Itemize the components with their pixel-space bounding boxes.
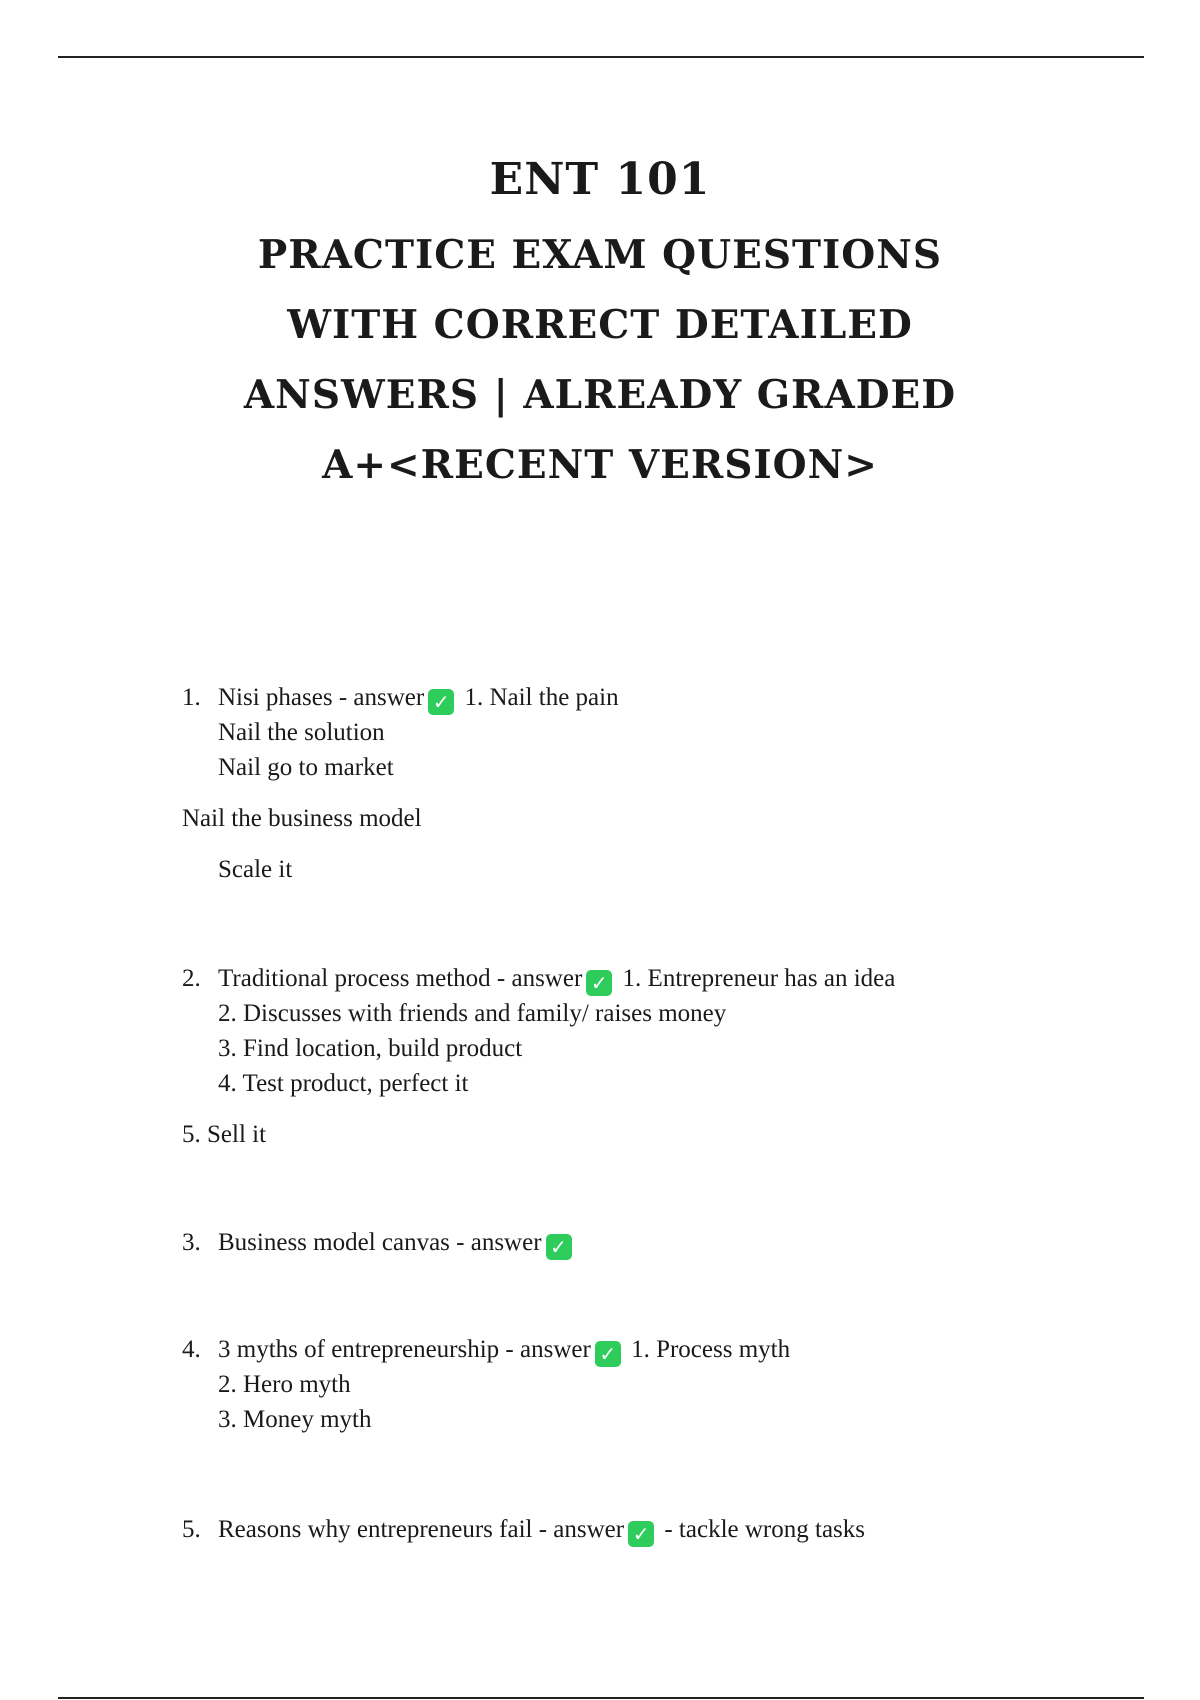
answer-line: Nail the solution	[218, 719, 385, 746]
answer-line: 1. Entrepreneur has an idea	[622, 965, 896, 992]
question-3	[182, 1225, 576, 1260]
question-text: Traditional process method - answer	[218, 965, 583, 992]
answer-line: 1. Nail the pain	[464, 684, 619, 711]
answer-line: - tackle wrong tasks	[664, 1516, 865, 1543]
document-subtitle: PRACTICE EXAM QUESTIONS WITH CORRECT DETAILED ANSWERS | ALREADY GRADED A+<RECENT VERSION>	[243, 232, 957, 488]
question-text: 3 myths of entrepreneurship - answer	[218, 1336, 591, 1363]
answer-line: Nail the business model	[182, 805, 422, 832]
question-text: Nisi phases - answer	[218, 684, 425, 711]
course-title: ENT 101	[489, 154, 711, 205]
answer-line: 3. Money myth	[218, 1406, 372, 1433]
top-rule	[58, 56, 1144, 58]
bottom-rule	[58, 1697, 1144, 1699]
question-text: Business model canvas - answer	[218, 1229, 542, 1256]
check-icon: ✓	[428, 689, 454, 715]
title-block	[0, 150, 1200, 500]
answer-line: Scale it	[218, 856, 293, 883]
question-text: Reasons why entrepreneurs fail - answer	[218, 1516, 625, 1543]
question-5	[182, 1512, 865, 1547]
question-number: 3.	[182, 1229, 201, 1256]
check-icon: ✓	[586, 970, 612, 996]
check-icon: ✓	[628, 1521, 654, 1547]
answer-line: 2. Hero myth	[218, 1371, 351, 1398]
question-number: 4.	[182, 1336, 201, 1363]
answer-line: 2. Discusses with friends and family/ raises money	[218, 1000, 727, 1027]
answer-line: 1. Process myth	[631, 1336, 791, 1363]
question-number: 2.	[182, 965, 201, 992]
question-2	[182, 961, 895, 1152]
answer-line: 5. Sell it	[182, 1121, 267, 1148]
question-1	[182, 680, 619, 887]
answer-line: Nail go to market	[218, 754, 394, 781]
check-icon: ✓	[595, 1341, 621, 1367]
question-number: 1.	[182, 684, 201, 711]
answer-line: 3. Find location, build product	[218, 1035, 523, 1062]
question-4	[182, 1332, 790, 1437]
question-number: 5.	[182, 1516, 201, 1543]
check-icon: ✓	[546, 1234, 572, 1260]
answer-line: 4. Test product, perfect it	[218, 1070, 469, 1097]
